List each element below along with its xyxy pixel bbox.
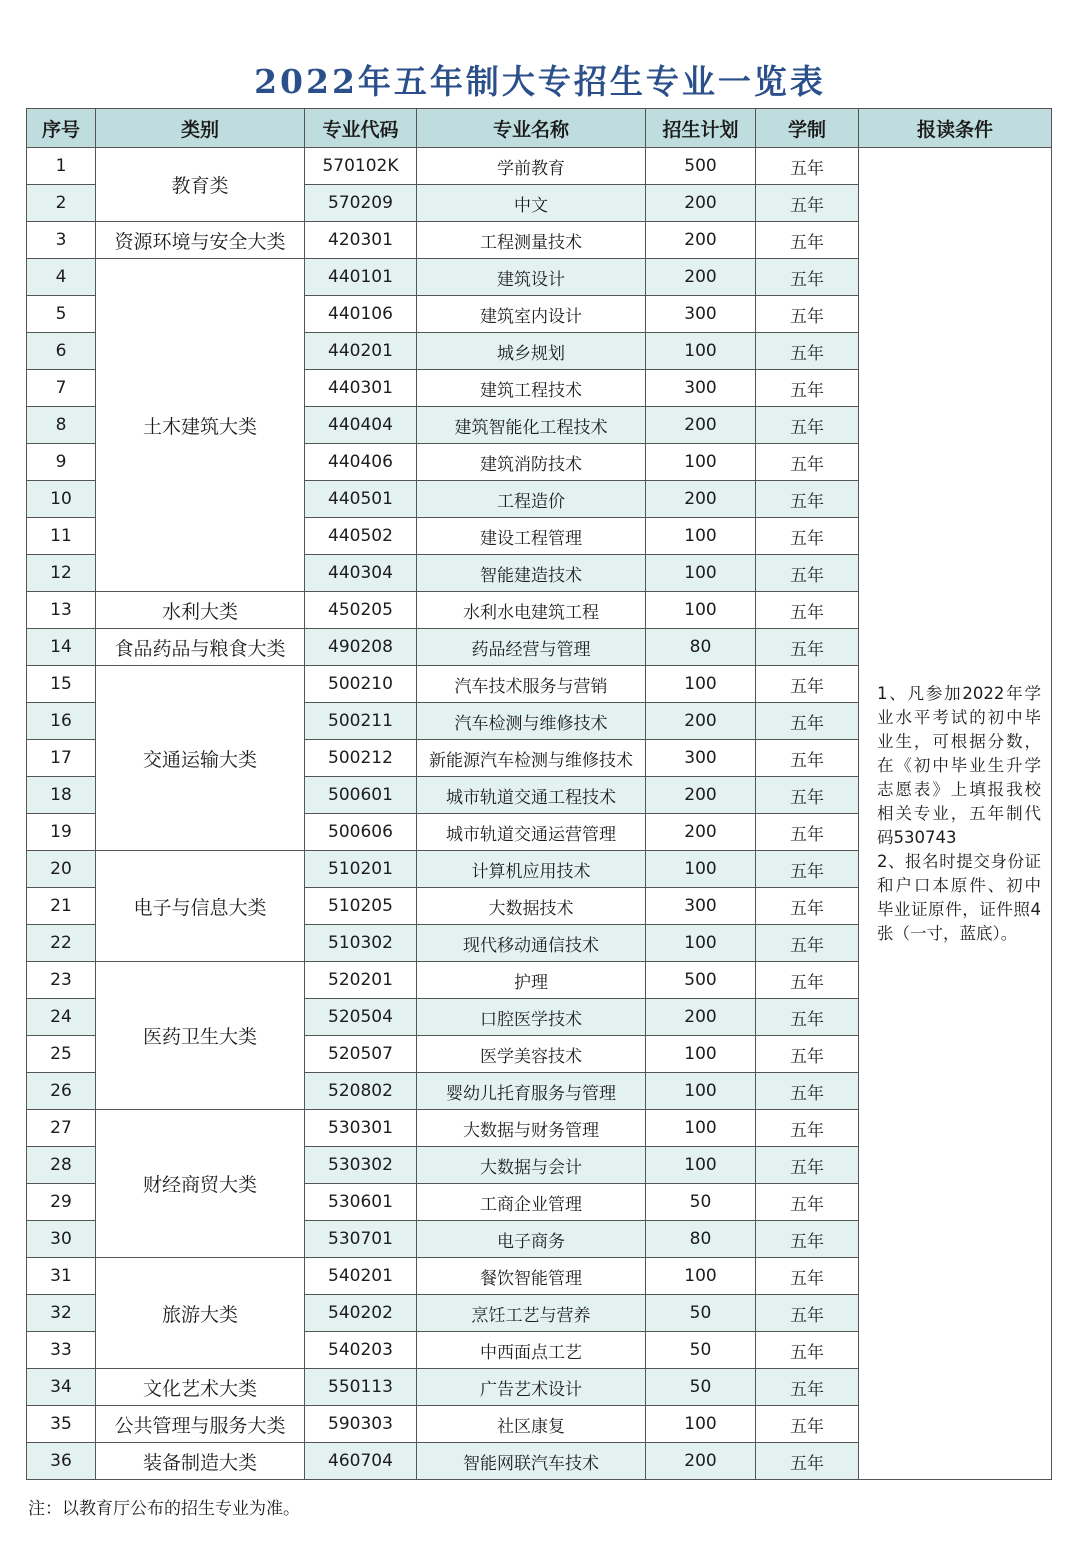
study-years: 五年 — [756, 1073, 859, 1110]
major-name: 工程测量技术 — [417, 222, 646, 259]
major-name: 城乡规划 — [417, 333, 646, 370]
row-number: 13 — [27, 592, 96, 629]
category-cell: 公共管理与服务大类 — [96, 1406, 305, 1443]
major-name: 城市轨道交通运营管理 — [417, 814, 646, 851]
study-years: 五年 — [756, 333, 859, 370]
major-name: 汽车技术服务与营销 — [417, 666, 646, 703]
major-name: 药品经营与管理 — [417, 629, 646, 666]
table-body — [27, 148, 1052, 1480]
major-code: 490208 — [305, 629, 417, 666]
row-number: 14 — [27, 629, 96, 666]
study-years: 五年 — [756, 888, 859, 925]
row-number: 15 — [27, 666, 96, 703]
major-name: 建筑设计 — [417, 259, 646, 296]
major-code: 530301 — [305, 1110, 417, 1147]
enrollment-plan: 300 — [646, 370, 756, 407]
study-years: 五年 — [756, 370, 859, 407]
enrollment-plan: 100 — [646, 1147, 756, 1184]
row-number: 34 — [27, 1369, 96, 1406]
category-cell: 医药卫生大类 — [96, 962, 305, 1110]
enrollment-plan: 200 — [646, 481, 756, 518]
major-name: 建筑室内设计 — [417, 296, 646, 333]
enrollment-table — [26, 108, 1052, 1480]
enrollment-plan: 50 — [646, 1184, 756, 1221]
category-cell: 教育类 — [96, 148, 305, 222]
major-code: 440301 — [305, 370, 417, 407]
enrollment-plan: 500 — [646, 148, 756, 185]
enrollment-plan: 100 — [646, 444, 756, 481]
major-name: 中文 — [417, 185, 646, 222]
row-number: 18 — [27, 777, 96, 814]
major-name: 现代移动通信技术 — [417, 925, 646, 962]
major-name: 餐饮智能管理 — [417, 1258, 646, 1295]
header-years: 学制 — [756, 109, 859, 148]
category-cell: 资源环境与安全大类 — [96, 222, 305, 259]
study-years: 五年 — [756, 407, 859, 444]
category-cell: 旅游大类 — [96, 1258, 305, 1369]
row-number: 19 — [27, 814, 96, 851]
enrollment-plan: 80 — [646, 1221, 756, 1258]
row-number: 3 — [27, 222, 96, 259]
major-code: 520802 — [305, 1073, 417, 1110]
major-code: 500601 — [305, 777, 417, 814]
row-number: 36 — [27, 1443, 96, 1480]
row-number: 9 — [27, 444, 96, 481]
study-years: 五年 — [756, 666, 859, 703]
enrollment-plan: 100 — [646, 666, 756, 703]
enrollment-plan: 100 — [646, 925, 756, 962]
major-name: 婴幼儿托育服务与管理 — [417, 1073, 646, 1110]
major-code: 510302 — [305, 925, 417, 962]
study-years: 五年 — [756, 592, 859, 629]
category-cell: 食品药品与粮食大类 — [96, 629, 305, 666]
major-code: 500212 — [305, 740, 417, 777]
major-code: 420301 — [305, 222, 417, 259]
study-years: 五年 — [756, 259, 859, 296]
row-number: 7 — [27, 370, 96, 407]
study-years: 五年 — [756, 444, 859, 481]
major-name: 计算机应用技术 — [417, 851, 646, 888]
study-years: 五年 — [756, 555, 859, 592]
major-name: 口腔医学技术 — [417, 999, 646, 1036]
header-code: 专业代码 — [305, 109, 417, 148]
enrollment-plan: 300 — [646, 296, 756, 333]
enrollment-plan: 100 — [646, 851, 756, 888]
study-years: 五年 — [756, 962, 859, 999]
row-number: 22 — [27, 925, 96, 962]
table-row — [27, 148, 1052, 185]
row-number: 31 — [27, 1258, 96, 1295]
major-code: 520201 — [305, 962, 417, 999]
study-years: 五年 — [756, 1110, 859, 1147]
study-years: 五年 — [756, 814, 859, 851]
enrollment-plan: 50 — [646, 1332, 756, 1369]
study-years: 五年 — [756, 1036, 859, 1073]
row-number: 12 — [27, 555, 96, 592]
row-number: 5 — [27, 296, 96, 333]
enrollment-plan: 500 — [646, 962, 756, 999]
major-name: 电子商务 — [417, 1221, 646, 1258]
major-code: 540201 — [305, 1258, 417, 1295]
major-code: 530701 — [305, 1221, 417, 1258]
major-name: 工程造价 — [417, 481, 646, 518]
major-name: 大数据与财务管理 — [417, 1110, 646, 1147]
major-name: 护理 — [417, 962, 646, 999]
study-years: 五年 — [756, 518, 859, 555]
study-years: 五年 — [756, 481, 859, 518]
enrollment-plan: 200 — [646, 185, 756, 222]
enrollment-plan: 50 — [646, 1295, 756, 1332]
major-name: 社区康复 — [417, 1406, 646, 1443]
row-number: 10 — [27, 481, 96, 518]
study-years: 五年 — [756, 1443, 859, 1480]
major-name: 建筑智能化工程技术 — [417, 407, 646, 444]
row-number: 2 — [27, 185, 96, 222]
major-name: 城市轨道交通工程技术 — [417, 777, 646, 814]
study-years: 五年 — [756, 851, 859, 888]
row-number: 21 — [27, 888, 96, 925]
study-years: 五年 — [756, 1147, 859, 1184]
header-conditions: 报读条件 — [859, 109, 1052, 148]
major-name: 大数据技术 — [417, 888, 646, 925]
enrollment-plan: 200 — [646, 1443, 756, 1480]
major-code: 550113 — [305, 1369, 417, 1406]
header-no: 序号 — [27, 109, 96, 148]
major-code: 530601 — [305, 1184, 417, 1221]
major-code: 500211 — [305, 703, 417, 740]
major-code: 510201 — [305, 851, 417, 888]
study-years: 五年 — [756, 1369, 859, 1406]
major-name: 新能源汽车检测与维修技术 — [417, 740, 646, 777]
major-name: 建设工程管理 — [417, 518, 646, 555]
row-number: 27 — [27, 1110, 96, 1147]
enrollment-plan: 200 — [646, 777, 756, 814]
major-name: 汽车检测与维修技术 — [417, 703, 646, 740]
study-years: 五年 — [756, 1184, 859, 1221]
major-code: 590303 — [305, 1406, 417, 1443]
major-code: 570209 — [305, 185, 417, 222]
category-cell: 装备制造大类 — [96, 1443, 305, 1480]
major-code: 440106 — [305, 296, 417, 333]
category-cell: 水利大类 — [96, 592, 305, 629]
major-name: 医学美容技术 — [417, 1036, 646, 1073]
major-code: 440502 — [305, 518, 417, 555]
enrollment-plan: 200 — [646, 703, 756, 740]
study-years: 五年 — [756, 185, 859, 222]
row-number: 28 — [27, 1147, 96, 1184]
major-code: 440101 — [305, 259, 417, 296]
enrollment-plan: 100 — [646, 1036, 756, 1073]
row-number: 4 — [27, 259, 96, 296]
page-title: 2022年五年制大专招生专业一览表 — [254, 62, 826, 101]
row-number: 35 — [27, 1406, 96, 1443]
study-years: 五年 — [756, 148, 859, 185]
major-name: 智能网联汽车技术 — [417, 1443, 646, 1480]
major-code: 440404 — [305, 407, 417, 444]
major-code: 450205 — [305, 592, 417, 629]
major-code: 440406 — [305, 444, 417, 481]
category-cell: 电子与信息大类 — [96, 851, 305, 962]
category-cell: 文化艺术大类 — [96, 1369, 305, 1406]
major-name: 烹饪工艺与营养 — [417, 1295, 646, 1332]
row-number: 6 — [27, 333, 96, 370]
enrollment-plan: 100 — [646, 1406, 756, 1443]
enrollment-plan: 100 — [646, 1258, 756, 1295]
major-name: 工商企业管理 — [417, 1184, 646, 1221]
major-name: 广告艺术设计 — [417, 1369, 646, 1406]
enrollment-plan: 80 — [646, 629, 756, 666]
major-code: 500606 — [305, 814, 417, 851]
study-years: 五年 — [756, 1332, 859, 1369]
row-number: 1 — [27, 148, 96, 185]
major-name: 建筑工程技术 — [417, 370, 646, 407]
row-number: 32 — [27, 1295, 96, 1332]
enrollment-plan: 200 — [646, 814, 756, 851]
enrollment-plan: 200 — [646, 222, 756, 259]
row-number: 24 — [27, 999, 96, 1036]
row-number: 33 — [27, 1332, 96, 1369]
row-number: 23 — [27, 962, 96, 999]
major-name: 水利水电建筑工程 — [417, 592, 646, 629]
major-name: 智能建造技术 — [417, 555, 646, 592]
enrollment-plan: 100 — [646, 555, 756, 592]
enrollment-plan: 300 — [646, 888, 756, 925]
major-code: 540202 — [305, 1295, 417, 1332]
major-code: 540203 — [305, 1332, 417, 1369]
header-major-name: 专业名称 — [417, 109, 646, 148]
category-cell: 财经商贸大类 — [96, 1110, 305, 1258]
row-number: 11 — [27, 518, 96, 555]
major-name: 建筑消防技术 — [417, 444, 646, 481]
enrollment-plan: 100 — [646, 592, 756, 629]
major-name: 学前教育 — [417, 148, 646, 185]
enrollment-plan: 200 — [646, 999, 756, 1036]
row-number: 30 — [27, 1221, 96, 1258]
enrollment-plan: 200 — [646, 259, 756, 296]
major-code: 510205 — [305, 888, 417, 925]
major-code: 520504 — [305, 999, 417, 1036]
header-category: 类别 — [96, 109, 305, 148]
study-years: 五年 — [756, 777, 859, 814]
row-number: 29 — [27, 1184, 96, 1221]
enrollment-plan: 50 — [646, 1369, 756, 1406]
conditions-cell — [859, 148, 1052, 1480]
study-years: 五年 — [756, 1406, 859, 1443]
row-number: 20 — [27, 851, 96, 888]
major-code: 520507 — [305, 1036, 417, 1073]
enrollment-plan: 300 — [646, 740, 756, 777]
study-years: 五年 — [756, 999, 859, 1036]
table-header-row — [27, 109, 1052, 148]
major-code: 570102K — [305, 148, 417, 185]
study-years: 五年 — [756, 296, 859, 333]
major-code: 440501 — [305, 481, 417, 518]
row-number: 16 — [27, 703, 96, 740]
condition-item: 2、报名时提交身份证和户口本原件、初中毕业证原件，证件照4张（一寸，蓝底）。 — [877, 851, 1041, 943]
footnote: 注：以教育厅公布的招生专业为准。 — [28, 1499, 300, 1519]
study-years: 五年 — [756, 1295, 859, 1332]
row-number: 17 — [27, 740, 96, 777]
major-name: 中西面点工艺 — [417, 1332, 646, 1369]
study-years: 五年 — [756, 740, 859, 777]
major-code: 530302 — [305, 1147, 417, 1184]
condition-item: 1、凡参加2022年学业水平考试的初中毕业生，可根据分数，在《初中毕业生升学志愿表》上填报我校相关专业，五年制代码530743 — [877, 683, 1041, 847]
major-code: 440201 — [305, 333, 417, 370]
major-name: 大数据与会计 — [417, 1147, 646, 1184]
study-years: 五年 — [756, 629, 859, 666]
row-number: 8 — [27, 407, 96, 444]
study-years: 五年 — [756, 925, 859, 962]
category-cell: 土木建筑大类 — [96, 259, 305, 592]
major-code: 460704 — [305, 1443, 417, 1480]
row-number: 25 — [27, 1036, 96, 1073]
enrollment-plan: 100 — [646, 1073, 756, 1110]
enrollment-plan: 100 — [646, 518, 756, 555]
study-years: 五年 — [756, 222, 859, 259]
study-years: 五年 — [756, 703, 859, 740]
major-code: 500210 — [305, 666, 417, 703]
enrollment-plan: 100 — [646, 1110, 756, 1147]
header-plan: 招生计划 — [646, 109, 756, 148]
category-cell: 交通运输大类 — [96, 666, 305, 851]
major-code: 440304 — [305, 555, 417, 592]
study-years: 五年 — [756, 1258, 859, 1295]
enrollment-plan: 200 — [646, 407, 756, 444]
row-number: 26 — [27, 1073, 96, 1110]
enrollment-plan: 100 — [646, 333, 756, 370]
study-years: 五年 — [756, 1221, 859, 1258]
